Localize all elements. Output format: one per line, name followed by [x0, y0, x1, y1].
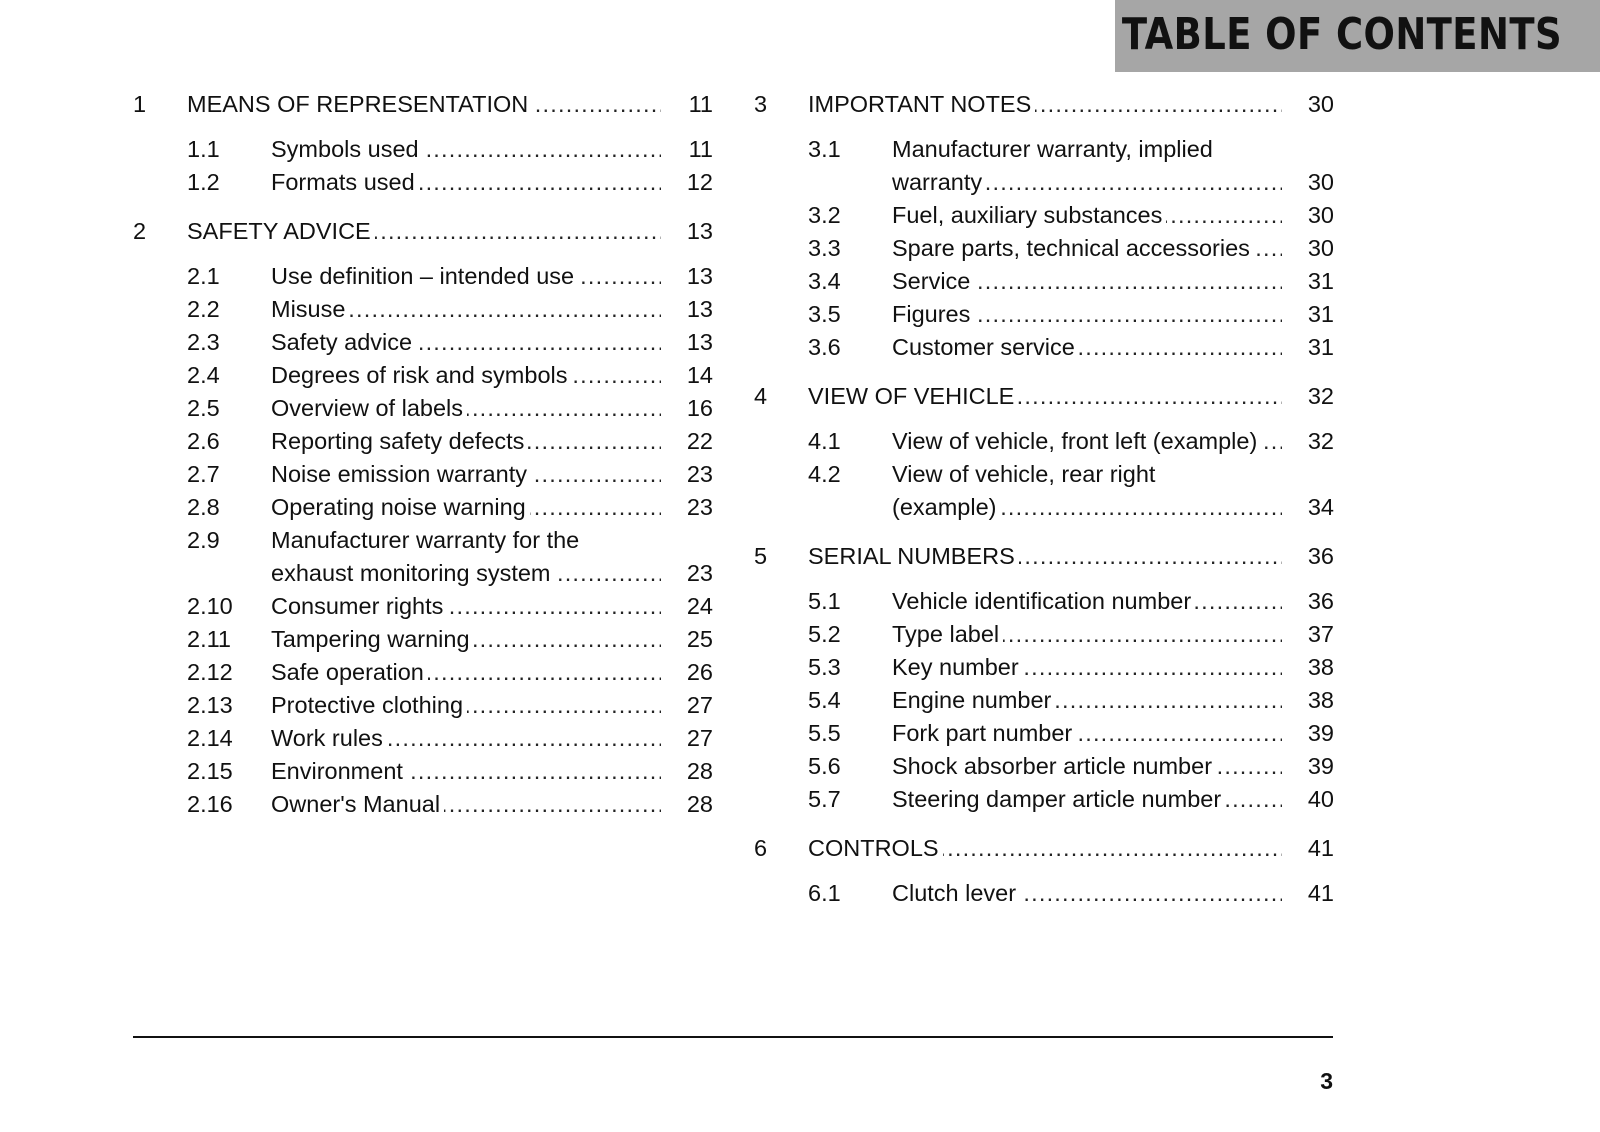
- section-title: [271, 590, 661, 623]
- toc-section-entry[interactable]: [133, 166, 713, 199]
- section-page-number: 41: [1307, 880, 1334, 906]
- section-title: [892, 618, 1282, 651]
- page-number: 3: [1320, 1068, 1333, 1094]
- chapter-title: [187, 88, 661, 121]
- section-title: [892, 783, 1282, 816]
- toc-section-entry[interactable]: [133, 755, 713, 788]
- section-title: [271, 166, 661, 199]
- chapter-page-number: 11: [688, 91, 713, 117]
- chapter-title: [808, 380, 1282, 413]
- section-page-number: 13: [686, 263, 713, 289]
- section-title-line1: View of vehicle, rear right: [892, 458, 1282, 491]
- toc-section-entry[interactable]: [133, 293, 713, 326]
- section-title: [892, 684, 1282, 717]
- section-title: [892, 331, 1282, 364]
- section-title-label: Symbols used: [271, 136, 423, 162]
- section-title: [892, 877, 1282, 910]
- section-title-label: Degrees of risk and symbols: [271, 362, 571, 388]
- section-title: [271, 788, 661, 821]
- section-number: 2.4: [187, 362, 220, 388]
- section-number: 2.5: [187, 395, 220, 421]
- section-page-number: 32: [1307, 428, 1334, 454]
- section-title-label: Misuse: [271, 296, 349, 322]
- section-page-number: 28: [686, 758, 713, 784]
- toc-section-entry[interactable]: [133, 689, 713, 722]
- section-page-number: 34: [1307, 494, 1334, 520]
- section-title-label: Clutch lever: [892, 880, 1020, 906]
- section-page-number: 28: [686, 791, 713, 817]
- section-title: [271, 133, 661, 166]
- section-title-label: Shock absorber article number: [892, 753, 1216, 779]
- header-band: [1115, 0, 1600, 72]
- section-page-number: 31: [1307, 301, 1334, 327]
- section-page-number: 30: [1307, 202, 1334, 228]
- chapter-page-number: 36: [1307, 543, 1334, 569]
- section-page-number: 27: [686, 692, 713, 718]
- section-number: 5.6: [808, 753, 841, 779]
- section-title: [271, 458, 661, 491]
- section-title-label: Reporting safety defects: [271, 428, 528, 454]
- section-page-number: 40: [1307, 786, 1334, 812]
- chapter-number: 6: [754, 835, 768, 861]
- section-title-line2-label: (example): [892, 494, 1000, 520]
- section-page-number: 14: [686, 362, 713, 388]
- toc-chapter-entry[interactable]: [754, 540, 1334, 573]
- section-number: 1.1: [187, 136, 220, 162]
- section-title-label: Key number: [892, 654, 1023, 680]
- section-page-number: 30: [1307, 169, 1334, 195]
- section-title-label: Operating noise warning: [271, 494, 530, 520]
- section-page-number: 37: [1307, 621, 1334, 647]
- toc-chapter: [133, 88, 713, 211]
- toc-left-column: [133, 88, 713, 825]
- section-title: [271, 392, 661, 425]
- section-title-label: Vehicle identification number: [892, 588, 1195, 614]
- toc-right-column: [754, 88, 1334, 914]
- toc-section-entry[interactable]: [754, 684, 1334, 717]
- section-title: [892, 425, 1282, 458]
- section-title: [271, 359, 661, 392]
- section-title-label: Overview of labels: [271, 395, 467, 421]
- section-title: [892, 585, 1282, 618]
- section-title-label: Work rules: [271, 725, 387, 751]
- section-title-line2-label: warranty: [892, 169, 986, 195]
- toc-section-entry[interactable]: [754, 232, 1334, 265]
- section-title-label: Protective clothing: [271, 692, 467, 718]
- section-title: [892, 717, 1282, 750]
- section-title: [892, 298, 1282, 331]
- section-title: [271, 524, 661, 590]
- toc-section-entry[interactable]: [133, 260, 713, 293]
- section-title-label: Fuel, auxiliary substances: [892, 202, 1166, 228]
- section-title-label: Engine number: [892, 687, 1055, 713]
- section-page-number: 23: [686, 560, 713, 586]
- section-number: 2.7: [187, 461, 220, 487]
- toc-section-entry[interactable]: [133, 656, 713, 689]
- section-page-number: 31: [1307, 334, 1334, 360]
- section-number: 5.1: [808, 588, 841, 614]
- toc-section-entry[interactable]: [754, 133, 1334, 199]
- toc-section-entry[interactable]: [133, 133, 713, 166]
- section-page-number: 16: [686, 395, 713, 421]
- chapter-title-label: CONTROLS: [808, 835, 943, 861]
- section-title: [892, 232, 1282, 265]
- section-title: [892, 458, 1282, 524]
- toc-section-entry[interactable]: [133, 425, 713, 458]
- section-number: 1.2: [187, 169, 220, 195]
- chapter-title-label: SERIAL NUMBERS: [808, 543, 1019, 569]
- chapter-page-number: 41: [1307, 835, 1334, 861]
- section-page-number: 27: [686, 725, 713, 751]
- section-number: 2.6: [187, 428, 220, 454]
- section-title: [271, 293, 661, 326]
- section-number: 2.15: [187, 758, 233, 784]
- section-title-label: Formats used: [271, 169, 419, 195]
- section-title-label: Use definition – intended use: [271, 263, 578, 289]
- chapter-title-label: SAFETY ADVICE: [187, 218, 375, 244]
- chapter-title: [808, 832, 1282, 865]
- toc-chapter: [754, 540, 1334, 828]
- section-page-number: 39: [1307, 720, 1334, 746]
- chapter-spacer: [754, 364, 1334, 376]
- toc-section-entry[interactable]: [754, 618, 1334, 651]
- toc-section-entry[interactable]: [133, 458, 713, 491]
- toc-section-entry[interactable]: [133, 392, 713, 425]
- section-page-number: 38: [1307, 654, 1334, 680]
- section-number: 5.5: [808, 720, 841, 746]
- chapter-title: [187, 215, 661, 248]
- section-title-line2: [892, 166, 1282, 199]
- toc-section-entry[interactable]: [754, 585, 1334, 618]
- section-title-label: Environment: [271, 758, 407, 784]
- section-number: 2.2: [187, 296, 220, 322]
- section-number: 6.1: [808, 880, 841, 906]
- section-page-number: 11: [688, 136, 713, 162]
- section-number: 3.1: [808, 136, 841, 162]
- section-title-label: Service: [892, 268, 974, 294]
- section-page-number: 39: [1307, 753, 1334, 779]
- section-title: [892, 133, 1282, 199]
- section-title-line2-label: exhaust monitoring system: [271, 560, 555, 586]
- section-number: 2.9: [187, 527, 220, 553]
- toc-chapter: [754, 88, 1334, 376]
- section-title: [892, 651, 1282, 684]
- section-number: 2.11: [187, 626, 231, 652]
- section-number: 2.1: [187, 263, 220, 289]
- chapter-title: [808, 88, 1282, 121]
- section-title-line2: [892, 491, 1282, 524]
- chapter-title: [808, 540, 1282, 573]
- section-title: [271, 425, 661, 458]
- section-page-number: 38: [1307, 687, 1334, 713]
- chapter-number: 5: [754, 543, 768, 569]
- section-title-label: Safety advice: [271, 329, 416, 355]
- section-title: [271, 491, 661, 524]
- chapter-page-number: 30: [1307, 91, 1334, 117]
- section-number: 3.5: [808, 301, 841, 327]
- section-title-label: Tampering warning: [271, 626, 474, 652]
- page-title: TABLE OF CONTENTS: [1121, 9, 1562, 60]
- toc-section-entry[interactable]: [133, 326, 713, 359]
- section-title: [271, 623, 661, 656]
- chapter-spacer: [754, 524, 1334, 536]
- toc-chapter: [133, 215, 713, 821]
- section-title-label: Figures: [892, 301, 974, 327]
- section-title: [271, 656, 661, 689]
- toc-section-entry[interactable]: [133, 590, 713, 623]
- toc-chapter-entry[interactable]: [754, 88, 1334, 121]
- section-title-label: Customer service: [892, 334, 1079, 360]
- section-title-line1: Manufacturer warranty for the: [271, 524, 661, 557]
- section-number: 3.2: [808, 202, 841, 228]
- section-title-label: Owner's Manual: [271, 791, 444, 817]
- toc-section-entry[interactable]: [754, 298, 1334, 331]
- section-title-label: Fork part number: [892, 720, 1076, 746]
- section-number: 2.10: [187, 593, 233, 619]
- toc-section-entry[interactable]: [754, 750, 1334, 783]
- toc-section-entry[interactable]: [133, 722, 713, 755]
- chapter-spacer: [754, 816, 1334, 828]
- chapter-number: 4: [754, 383, 768, 409]
- toc-section-entry[interactable]: [133, 359, 713, 392]
- section-page-number: 13: [686, 296, 713, 322]
- toc-chapter: [754, 380, 1334, 536]
- toc-chapter-entry[interactable]: [754, 380, 1334, 413]
- chapter-spacer: [133, 199, 713, 211]
- toc-section-entry[interactable]: [754, 425, 1334, 458]
- section-title: [271, 755, 661, 788]
- section-number: 3.4: [808, 268, 841, 294]
- chapter-title-label: MEANS OF REPRESENTATION: [187, 91, 532, 117]
- chapter-number: 3: [754, 91, 768, 117]
- section-title-label: Steering damper article number: [892, 786, 1225, 812]
- section-title-line1: Manufacturer warranty, implied: [892, 133, 1282, 166]
- section-page-number: 30: [1307, 235, 1334, 261]
- section-number: 5.3: [808, 654, 841, 680]
- toc-section-entry[interactable]: [133, 524, 713, 590]
- toc-section-entry[interactable]: [754, 199, 1334, 232]
- section-number: 2.14: [187, 725, 233, 751]
- toc-section-entry[interactable]: [754, 458, 1334, 524]
- section-number: 2.13: [187, 692, 233, 718]
- section-number: 3.6: [808, 334, 841, 360]
- toc-section-entry[interactable]: [754, 265, 1334, 298]
- section-page-number: 25: [686, 626, 713, 652]
- toc-chapter-entry[interactable]: [133, 88, 713, 121]
- section-number: 3.3: [808, 235, 841, 261]
- toc-chapter-entry[interactable]: [133, 215, 713, 248]
- section-title-line2: [271, 557, 661, 590]
- chapter-number: 2: [133, 218, 147, 244]
- section-page-number: 12: [686, 169, 713, 195]
- toc-section-entry[interactable]: [133, 623, 713, 656]
- toc-chapter-entry[interactable]: [754, 832, 1334, 865]
- chapter-page-number: 32: [1307, 383, 1334, 409]
- section-number: 2.16: [187, 791, 233, 817]
- section-number: 5.4: [808, 687, 841, 713]
- toc-section-entry[interactable]: [754, 717, 1334, 750]
- section-title: [892, 750, 1282, 783]
- chapter-title-label: IMPORTANT NOTES: [808, 91, 1035, 117]
- section-page-number: 23: [686, 494, 713, 520]
- section-page-number: 36: [1307, 588, 1334, 614]
- chapter-page-number: 13: [686, 218, 713, 244]
- section-title-label: Type label: [892, 621, 1003, 647]
- section-title-label: Noise emission warranty: [271, 461, 531, 487]
- section-number: 2.3: [187, 329, 220, 355]
- chapter-number: 1: [133, 91, 147, 117]
- section-page-number: 26: [686, 659, 713, 685]
- toc-section-entry[interactable]: [754, 331, 1334, 364]
- toc-section-entry[interactable]: [133, 491, 713, 524]
- section-number: 5.7: [808, 786, 841, 812]
- footer-divider: [133, 1036, 1333, 1038]
- toc-section-entry[interactable]: [133, 788, 713, 821]
- section-title: [271, 326, 661, 359]
- section-page-number: 22: [686, 428, 713, 454]
- section-page-number: 13: [686, 329, 713, 355]
- section-number: 4.2: [808, 461, 841, 487]
- toc-section-entry[interactable]: [754, 651, 1334, 684]
- section-title: [892, 265, 1282, 298]
- section-number: 4.1: [808, 428, 841, 454]
- section-page-number: 31: [1307, 268, 1334, 294]
- section-title-label: Spare parts, technical accessories: [892, 235, 1254, 261]
- section-number: 2.8: [187, 494, 220, 520]
- section-number: 5.2: [808, 621, 841, 647]
- toc-section-entry[interactable]: [754, 783, 1334, 816]
- toc-chapter: [754, 832, 1334, 910]
- toc-section-entry[interactable]: [754, 877, 1334, 910]
- section-title: [271, 689, 661, 722]
- section-page-number: 24: [686, 593, 713, 619]
- section-title-label: Consumer rights: [271, 593, 447, 619]
- section-title: [271, 722, 661, 755]
- section-page-number: 23: [686, 461, 713, 487]
- chapter-title-label: VIEW OF VEHICLE: [808, 383, 1018, 409]
- section-number: 2.12: [187, 659, 233, 685]
- section-title: [271, 260, 661, 293]
- section-title-label: Safe operation: [271, 659, 428, 685]
- section-title: [892, 199, 1282, 232]
- section-title-label: View of vehicle, front left (example): [892, 428, 1261, 454]
